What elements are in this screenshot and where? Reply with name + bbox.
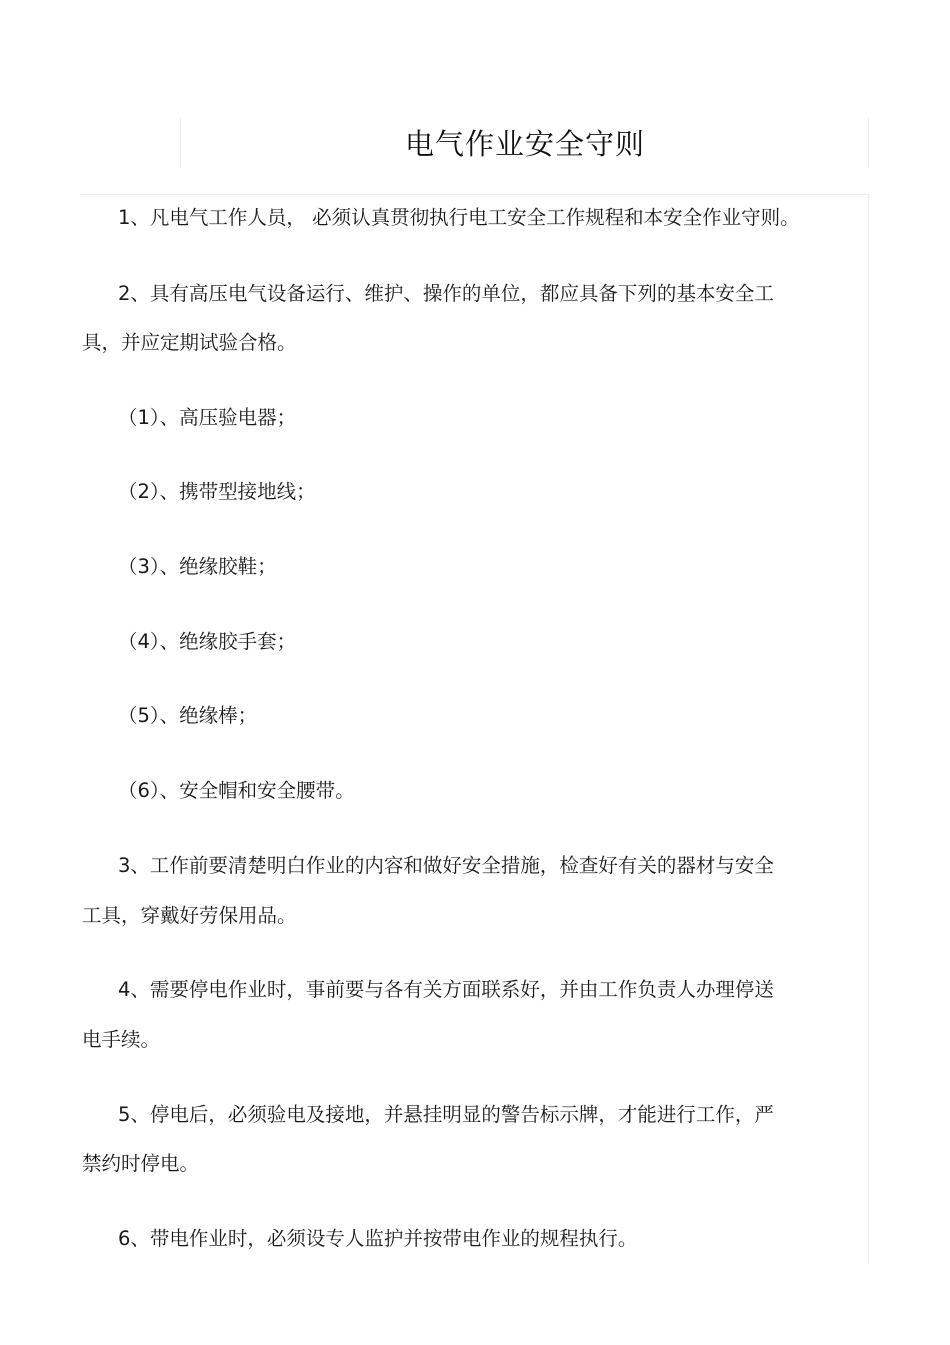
rule-2-text: 2、具有高压电气设备运行、维护、操作的单位，都应具备下列的基本安全工 xyxy=(118,282,774,305)
rule-5-text-continued: 禁约时停电。 xyxy=(82,1152,200,1175)
tool-item-2: （2）、携带型接地线； xyxy=(118,480,316,503)
rule-4-text: 4、需要停电作业时，事前要与各有关方面联系好，并由工作负责人办理停送 xyxy=(118,978,774,1001)
rule-4-text-continued: 电手续。 xyxy=(82,1028,161,1051)
rule-6-text: 6、带电作业时，必须设专人监护并按带电作业的规程执行。 xyxy=(118,1227,638,1250)
rule-1-text: 1、凡电气工作人员， 必须认真贯彻执行电工安全工作规程和本安全作业守则。 xyxy=(118,206,800,229)
tool-item-4: （4）、绝缘胶手套； xyxy=(118,630,297,653)
table-border-line xyxy=(868,194,869,1264)
tool-item-3: （3）、绝缘胶鞋； xyxy=(118,555,277,578)
table-border-line xyxy=(80,194,870,195)
rule-2-text-continued: 具，并应定期试验合格。 xyxy=(82,331,297,354)
rule-3-text: 3、工作前要清楚明白作业的内容和做好安全措施，检查好有关的器材与安全 xyxy=(118,854,774,877)
tool-item-1: （1）、高压验电器； xyxy=(118,406,297,429)
rule-5-text: 5、停电后，必须验电及接地，并悬挂明显的警告标示牌，才能进行工作，严 xyxy=(118,1103,774,1126)
rule-3-text-continued: 工具，穿戴好劳保用品。 xyxy=(82,904,297,927)
document-title: 电气作业安全守则 xyxy=(404,127,645,161)
tool-item-5: （5）、绝缘棒； xyxy=(118,704,258,727)
tool-item-6: （6）、安全帽和安全腰带。 xyxy=(118,779,355,802)
